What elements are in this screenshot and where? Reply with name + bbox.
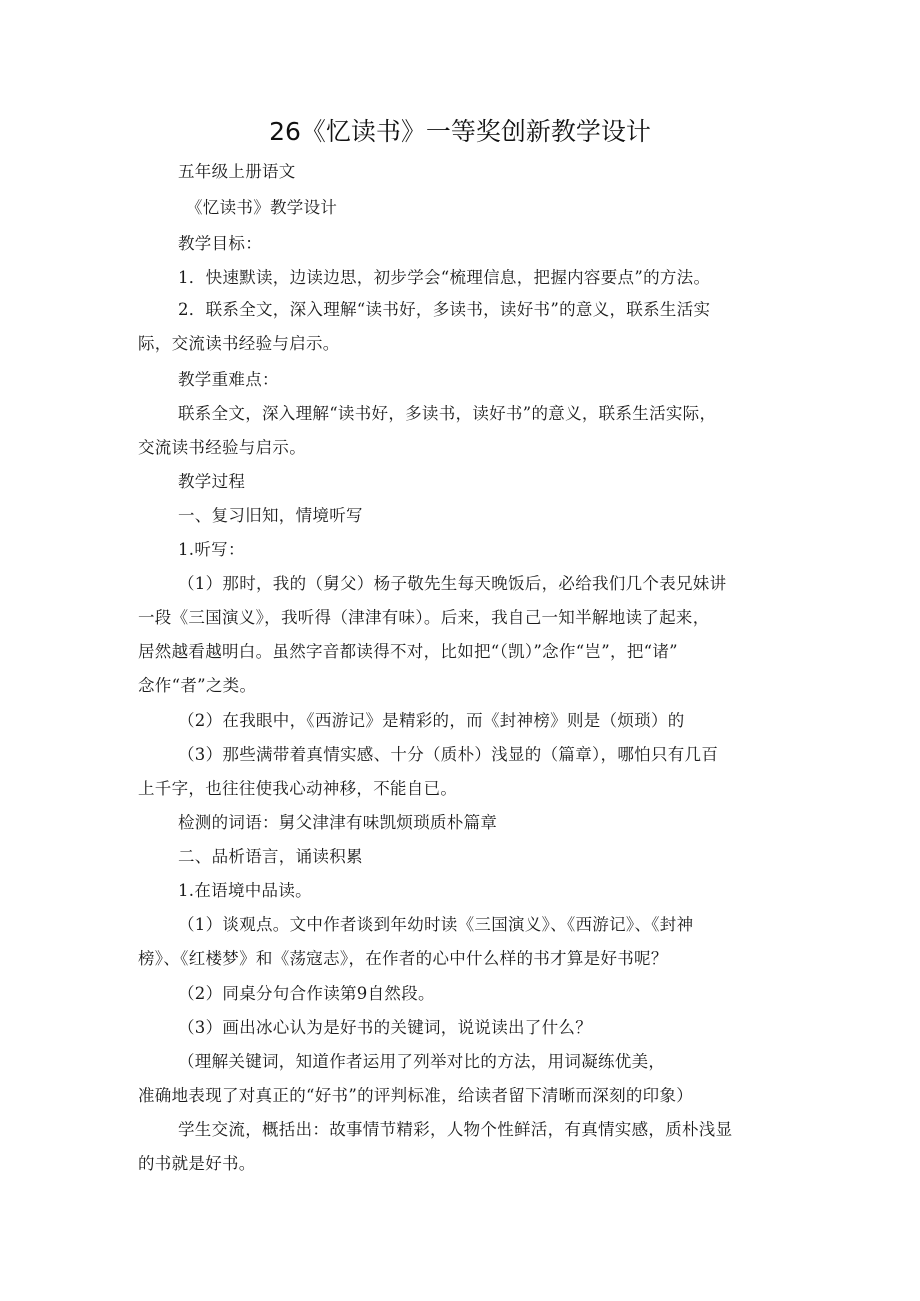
note-line-1: （理解关键词，知道作者运用了列举对比的方法，用词凝练优美， [178,1052,666,1071]
question-2: （2）同桌分句合作读第9自然段。 [178,984,435,1003]
question-1-line-1: （1）谈观点。文中作者谈到年幼时读《三国演义》、《西游记》、《封神 [178,915,694,934]
section-2-heading: 二、品析语言，诵读积累 [178,847,363,866]
section-1-heading: 一、复习旧知，情境听写 [178,506,363,525]
passage-3-line-1: （3）那些满带着真情实感、十分（质朴）浅显的（篇章），哪怕只有几百 [178,745,719,764]
goal-1: 1．快速默读，边读边思，初步学会“梳理信息，把握内容要点”的方法。 [178,268,711,287]
dictation-heading: 1.听写： [178,540,245,559]
goal-2-line-2: 际，交流读书经验与启示。 [138,334,340,353]
process-heading: 教学过程 [178,472,246,491]
document-title: 26《忆读书》一等奖创新教学设计 [269,117,651,146]
question-3: （3）画出冰心认为是好书的关键词，说说读出了什么？ [178,1018,592,1037]
passage-1-line-2: 一段《三国演义》，我听得（津津有味）。后来，我自己一知半解地读了起来， [138,608,710,627]
key-points-heading: 教学重难点： [178,370,279,389]
passage-2: （2）在我眼中，《西游记》是精彩的，而《封神榜》则是（烦琐）的 [178,711,685,730]
goal-2-line-1: 2．联系全文，深入理解“读书好，多读书，读好书”的意义，联系生活实 [178,300,711,319]
summary-line-2: 的书就是好书。 [138,1154,256,1173]
passage-3-line-2: 上千字，也往往使我心动神移，不能自已。 [138,779,458,798]
passage-1-line-4: 念作“者”之类。 [138,676,257,695]
goals-heading: 教学目标： [178,234,262,253]
key-points-line-2: 交流读书经验与启示。 [138,438,306,457]
check-words: 检测的词语：舅父津津有味凯烦琐质朴篇章 [178,813,498,832]
design-subtitle: 《忆读书》教学设计 [186,198,338,217]
passage-1-line-3: 居然越看越明白。虽然字音都读得不对，比如把“（凯）”念作“岂”，把“诸” [138,642,678,661]
question-1-line-2: 榜》、《红楼梦》和《荡寇志》，在作者的心中什么样的书才算是好书呢？ [138,949,668,968]
passage-1-line-1: （1）那时，我的（舅父）杨子敬先生每天晚饭后，必给我们几个表兄妹讲 [178,574,727,593]
context-reading-heading: 1.在语境中品读。 [178,881,312,900]
summary-line-1: 学生交流，概括出：故事情节精彩，人物个性鲜活，有真情实感，质朴浅显 [178,1120,733,1139]
key-points-line-1: 联系全文，深入理解“读书好，多读书，读好书”的意义，联系生活实际， [178,404,717,423]
note-line-2: 准确地表现了对真正的“好书”的评判标准，给读者留下清晰而深刻的印象） [138,1086,694,1105]
grade-line: 五年级上册语文 [178,162,296,181]
